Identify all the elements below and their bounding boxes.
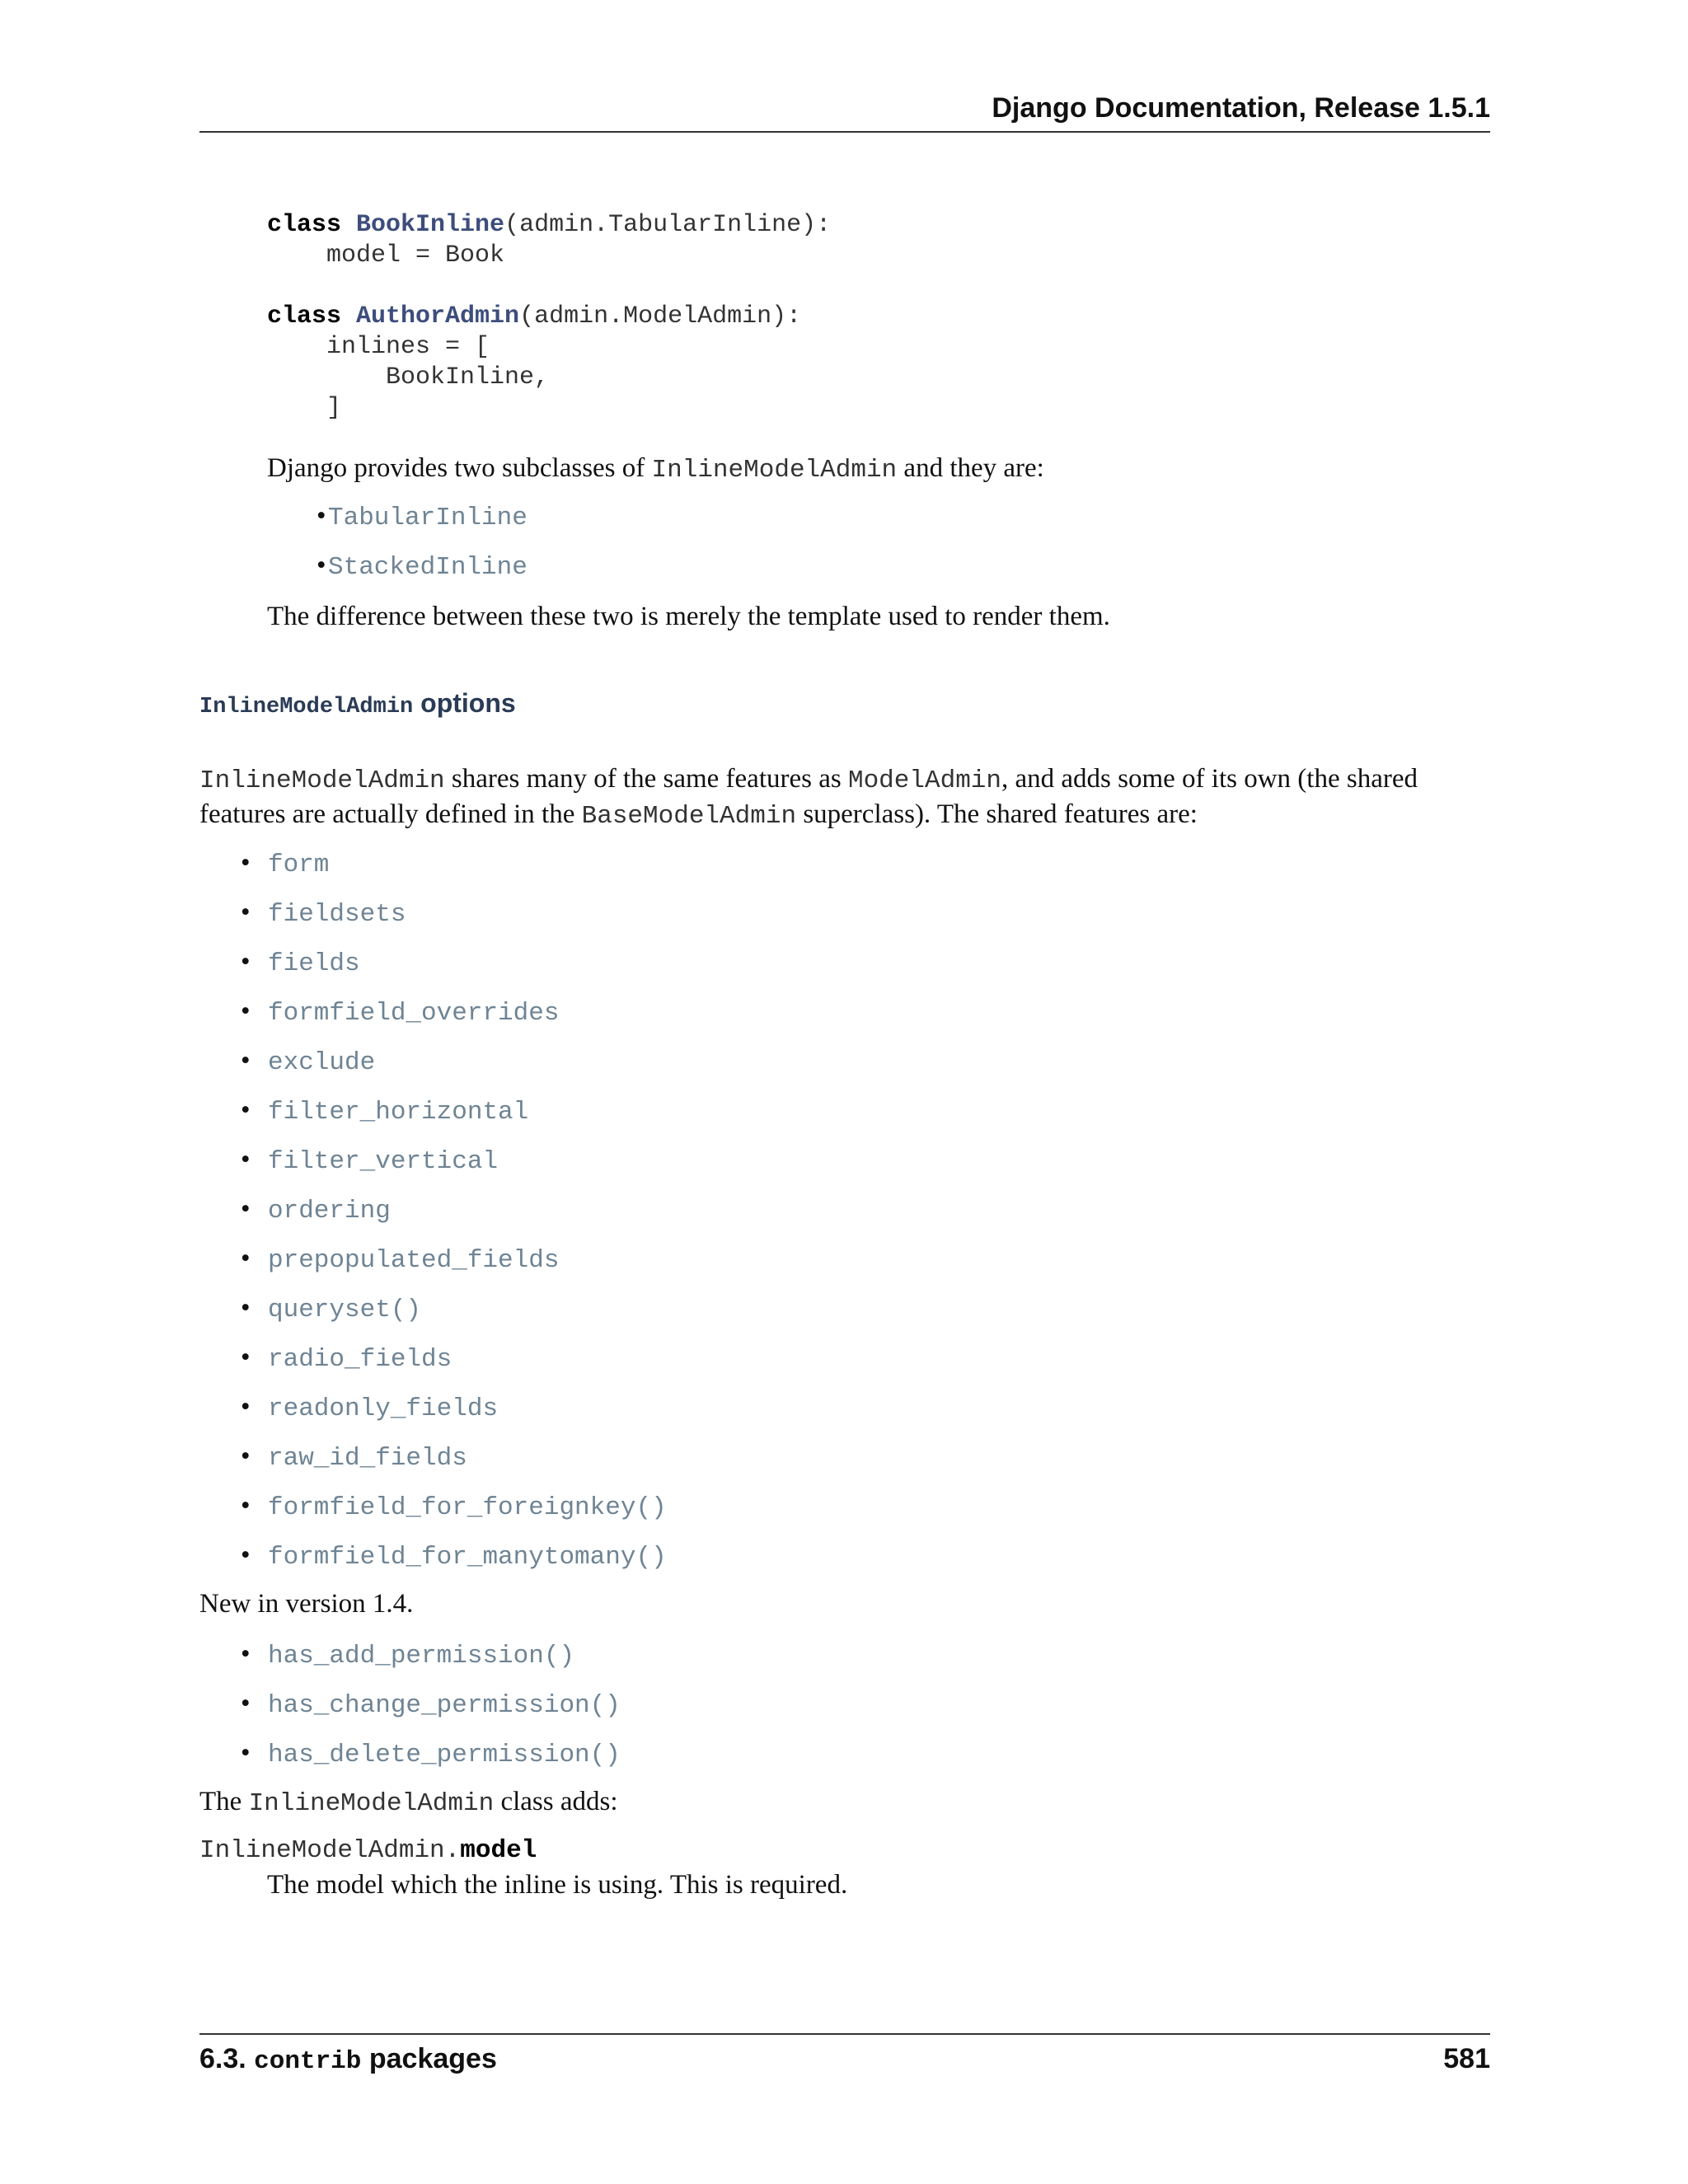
list-item — [241, 1193, 667, 1242]
bullet-icon: • — [241, 1293, 251, 1323]
text: superclass). The shared features are: — [796, 799, 1198, 829]
bullet-icon: • — [241, 1491, 251, 1521]
list-item — [241, 995, 667, 1044]
heading-text: options — [420, 688, 516, 718]
feature-link[interactable]: fieldsets — [268, 900, 406, 929]
feature-link[interactable]: readonly_fields — [268, 1394, 499, 1423]
attribute-description — [267, 1868, 847, 1901]
page-footer — [199, 2033, 1490, 2076]
list-item — [241, 1440, 667, 1489]
bullet-icon: • — [241, 1343, 251, 1372]
code-text: (admin.ModelAdmin): — [519, 302, 802, 330]
list-item — [241, 1489, 667, 1539]
attribute-name: model — [460, 1836, 537, 1865]
section-number: 6.3. — [199, 2043, 246, 2074]
feature-link[interactable]: formfield_for_manytomany() — [268, 1543, 667, 1572]
list-item — [241, 1539, 667, 1588]
bullet-icon: • — [241, 1046, 251, 1076]
feature-link[interactable]: filter_vertical — [268, 1147, 499, 1176]
section-heading — [199, 688, 516, 719]
feature-link[interactable]: exclude — [268, 1048, 376, 1077]
text: New in version 1.4. — [199, 1589, 414, 1619]
text: shares many of the same features as — [444, 764, 848, 794]
bullet-icon: • — [316, 501, 326, 531]
bullet-icon: • — [241, 996, 251, 1026]
list-item — [241, 1341, 667, 1390]
inline-code: InlineModelAdmin — [199, 766, 445, 795]
feature-link[interactable]: fields — [268, 949, 360, 978]
feature-link[interactable]: raw_id_fields — [268, 1444, 467, 1473]
code-line: model = Book — [267, 241, 505, 269]
code-text: (admin.TabularInline): — [504, 211, 832, 239]
feature-link[interactable]: ordering — [268, 1197, 391, 1226]
subclass-item[interactable] — [316, 551, 528, 582]
subclass-link[interactable]: TabularInline — [328, 504, 528, 532]
permission-link[interactable]: has_change_permission() — [268, 1691, 621, 1720]
adds-paragraph — [199, 1785, 618, 1821]
permission-link[interactable]: has_delete_permission() — [268, 1741, 621, 1769]
text: The difference between these two is merely the template used to render them. — [267, 602, 1110, 631]
code-keyword: class — [267, 211, 342, 239]
footer-section — [199, 2043, 497, 2076]
bullet-icon: • — [241, 1540, 251, 1570]
intro-paragraph — [267, 452, 1044, 487]
feature-link[interactable]: form — [268, 851, 330, 879]
feature-link[interactable]: radio_fields — [268, 1345, 452, 1374]
list-item — [241, 945, 667, 995]
text: The model which the inline is using. This is required. — [267, 1870, 848, 1900]
list-item — [241, 896, 667, 945]
feature-link[interactable]: queryset() — [268, 1296, 422, 1324]
code-class-name: BookInline — [356, 211, 505, 239]
bullet-icon: • — [241, 1145, 251, 1174]
list-item — [241, 1390, 667, 1440]
permissions-list — [241, 1638, 621, 1786]
page-number: 581 — [1443, 2043, 1490, 2074]
feature-link[interactable]: formfield_overrides — [268, 999, 560, 1028]
features-list — [241, 846, 667, 1588]
bullet-icon: • — [241, 898, 251, 927]
list-item — [241, 1044, 667, 1094]
bullet-icon: • — [316, 551, 326, 580]
attribute-class: InlineModelAdmin. — [199, 1836, 461, 1865]
bullet-icon: • — [241, 1194, 251, 1224]
document-title: Django Documentation, Release 1.5.1 — [992, 92, 1490, 124]
list-item — [241, 1143, 667, 1193]
difference-paragraph — [267, 600, 1110, 633]
heading-code: InlineModelAdmin — [199, 695, 414, 719]
page-header — [199, 92, 1490, 133]
bullet-icon: • — [241, 1095, 251, 1125]
subclass-link[interactable]: StackedInline — [328, 553, 528, 582]
shared-features-paragraph — [199, 762, 1490, 833]
bullet-icon: • — [241, 1639, 251, 1669]
section-text: packages — [368, 2043, 497, 2074]
bullet-icon: • — [241, 1392, 251, 1422]
inline-code: InlineModelAdmin — [248, 1789, 495, 1818]
subclass-item[interactable] — [316, 501, 528, 532]
list-item — [241, 1291, 667, 1341]
attribute-signature — [199, 1836, 537, 1865]
bullet-icon: • — [241, 848, 251, 878]
feature-link[interactable]: formfield_for_foreignkey() — [268, 1493, 667, 1522]
code-line: inlines = [ — [267, 333, 490, 361]
bullet-icon: • — [241, 1244, 251, 1273]
text: Django provides two subclasses of — [267, 453, 652, 483]
code-line: BookInline, — [267, 363, 550, 391]
list-item — [241, 1736, 621, 1786]
bullet-icon: • — [241, 947, 251, 977]
list-item — [241, 1638, 621, 1687]
text: The — [199, 1787, 249, 1816]
code-keyword: class — [267, 302, 342, 330]
inline-code: ModelAdmin — [847, 766, 1001, 795]
text: and they are: — [897, 453, 1044, 483]
list-item — [241, 1094, 667, 1143]
bullet-icon: • — [241, 1689, 251, 1718]
code-line: ] — [267, 394, 342, 422]
inline-code: BaseModelAdmin — [581, 802, 797, 831]
list-item — [241, 1687, 621, 1736]
list-item — [241, 1242, 667, 1291]
text: , and adds some of its own (the shared — [1001, 764, 1418, 794]
bullet-icon: • — [241, 1738, 251, 1768]
text: class adds: — [494, 1787, 618, 1816]
permission-link[interactable]: has_add_permission() — [268, 1642, 575, 1671]
text: features are actually defined in the — [199, 799, 582, 829]
list-item — [241, 846, 667, 896]
section-code: contrib — [254, 2047, 362, 2076]
bullet-icon: • — [241, 1441, 251, 1471]
feature-link[interactable]: prepopulated_fields — [268, 1246, 560, 1275]
inline-code: InlineModelAdmin — [651, 456, 898, 485]
version-note — [199, 1587, 413, 1620]
code-example — [267, 210, 831, 424]
feature-link[interactable]: filter_horizontal — [268, 1098, 529, 1127]
code-class-name: AuthorAdmin — [356, 302, 520, 330]
